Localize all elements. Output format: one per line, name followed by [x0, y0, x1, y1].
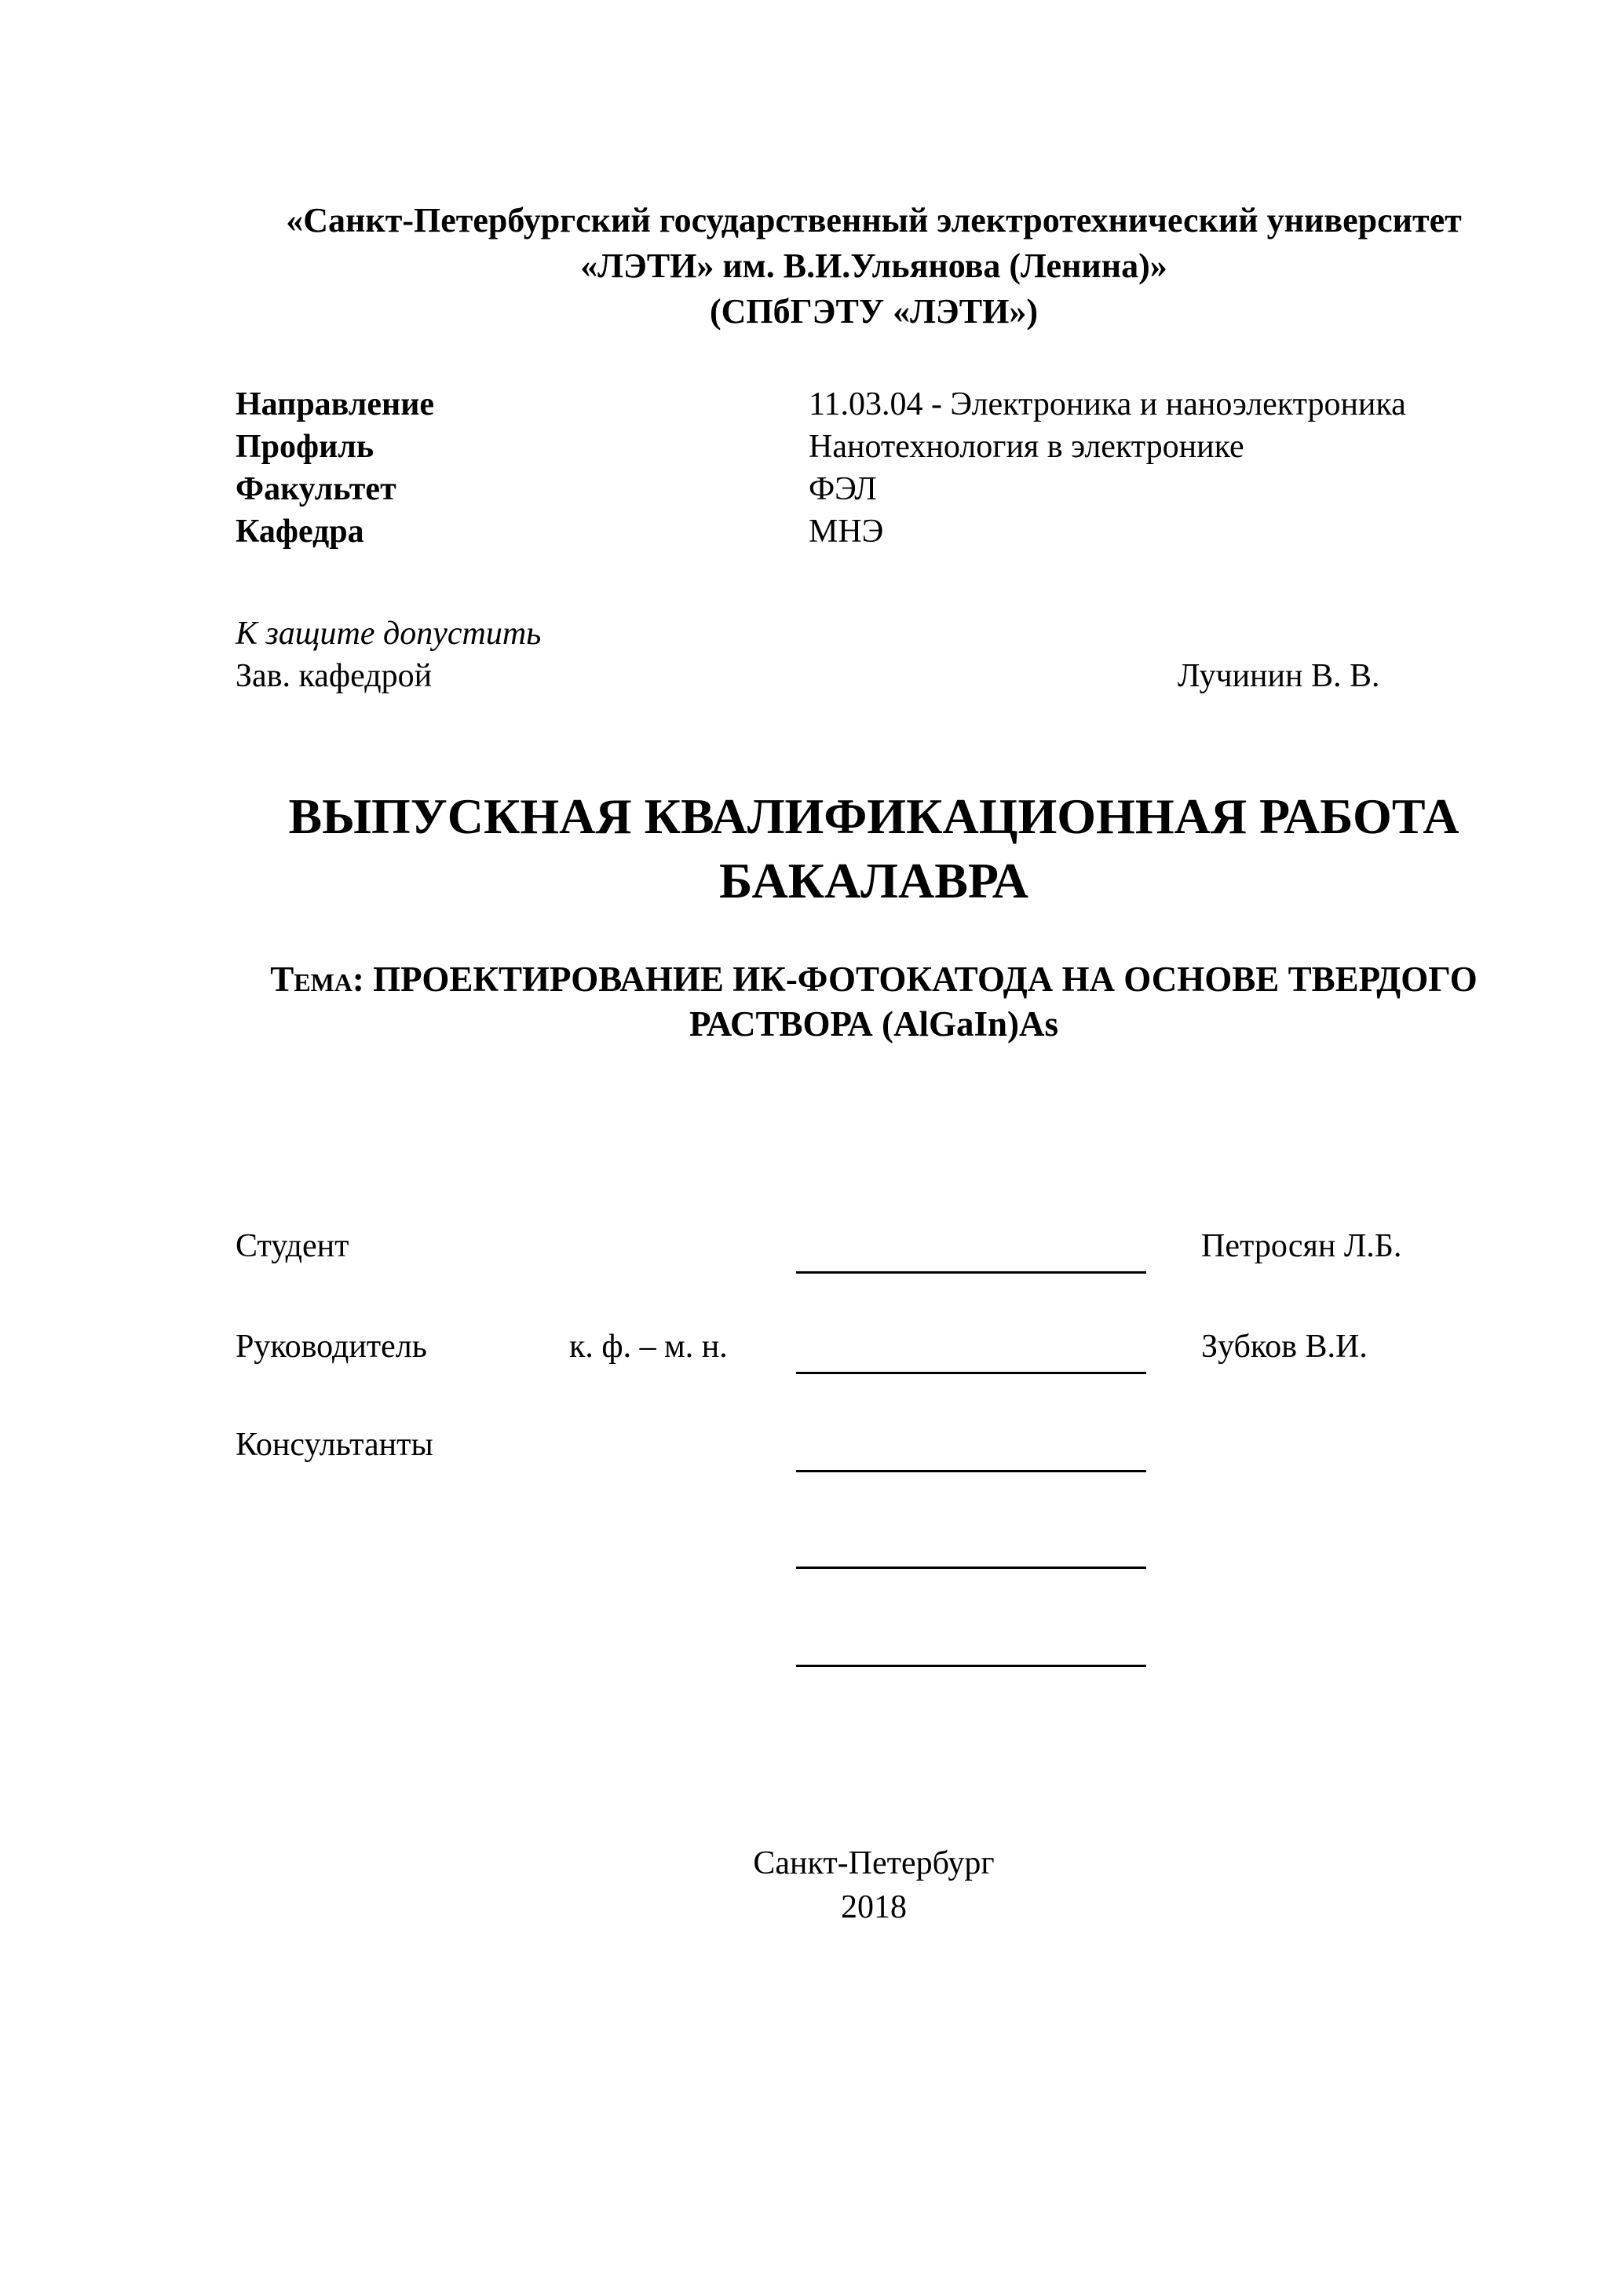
theme-prefix: Тема:: [270, 960, 364, 999]
program-fields: [236, 383, 1512, 553]
approval-section: [236, 612, 1512, 697]
thesis-theme-line2: РАСТВОРА (AlGaIn)As: [689, 1004, 1059, 1044]
consultant-signature-line-2: [796, 1567, 1146, 1569]
field-value-department: МНЭ: [809, 514, 884, 550]
field-value-profile: Нанотехнология в электронике: [809, 429, 1244, 465]
student-name: Петросян Л.Б.: [1201, 1228, 1402, 1264]
field-label-faculty: Факультет: [236, 471, 396, 507]
thesis-title-line2: БАКАЛАВРА: [718, 853, 1029, 909]
department-head-label: Зав. кафедрой: [236, 658, 433, 694]
supervisor-degree: к. ф. – м. н.: [569, 1329, 728, 1365]
supervisor-name: Зубков В.И.: [1201, 1329, 1368, 1365]
university-abbreviation: (СПбГЭТУ «ЛЭТИ»): [710, 292, 1038, 331]
department-head-name: Лучинин В. В.: [1178, 658, 1380, 694]
field-label-profile: Профиль: [236, 429, 374, 465]
permit-to-defense-line: К защите допустить: [236, 616, 542, 652]
consultant-signature-line-3: [796, 1665, 1146, 1667]
university-name-line2: «ЛЭТИ» им. В.И.Ульянова (Ленина)»: [580, 247, 1167, 285]
university-header: [236, 198, 1512, 335]
consultants-label: Консультанты: [236, 1427, 433, 1463]
field-row-faculty: [236, 468, 1512, 510]
supervisor-label: Руководитель: [236, 1329, 427, 1365]
footer-city: Санкт-Петербург: [753, 1845, 995, 1881]
field-label-direction: Направление: [236, 386, 435, 422]
field-row-direction: [236, 383, 1512, 426]
field-row-department: [236, 510, 1512, 553]
signature-row-supervisor: [236, 1325, 1512, 1368]
university-name-line1: «Санкт-Петербургский государственный электротехнический университет: [286, 201, 1462, 239]
theme-line1-text: ПРОЕКТИРОВАНИЕ ИК-ФОТОКАТОДА НА ОСНОВЕ ТВЕРДОГО: [373, 960, 1478, 999]
field-value-direction: 11.03.04 - Электроника и наноэлектроника: [809, 386, 1406, 422]
field-value-faculty: ФЭЛ: [809, 471, 877, 507]
thesis-theme-line1: [236, 957, 1512, 1002]
field-label-department: Кафедра: [236, 514, 364, 550]
page-footer: [236, 1841, 1512, 1929]
signature-row-consultants: [236, 1424, 1512, 1466]
footer-year: 2018: [841, 1889, 907, 1925]
department-head-row: [236, 655, 1512, 697]
thesis-title-line1: ВЫПУСКНАЯ КВАЛИФИКАЦИОННАЯ РАБОТА: [288, 788, 1459, 844]
student-signature-line: [796, 1225, 1146, 1274]
signature-row-student: [236, 1225, 1512, 1267]
field-row-profile: [236, 426, 1512, 468]
supervisor-signature-line: [796, 1325, 1146, 1374]
student-label: Студент: [236, 1228, 349, 1264]
thesis-main-title: [236, 784, 1512, 913]
consultant-signature-line-1: [796, 1424, 1146, 1472]
thesis-theme: [236, 957, 1512, 1047]
